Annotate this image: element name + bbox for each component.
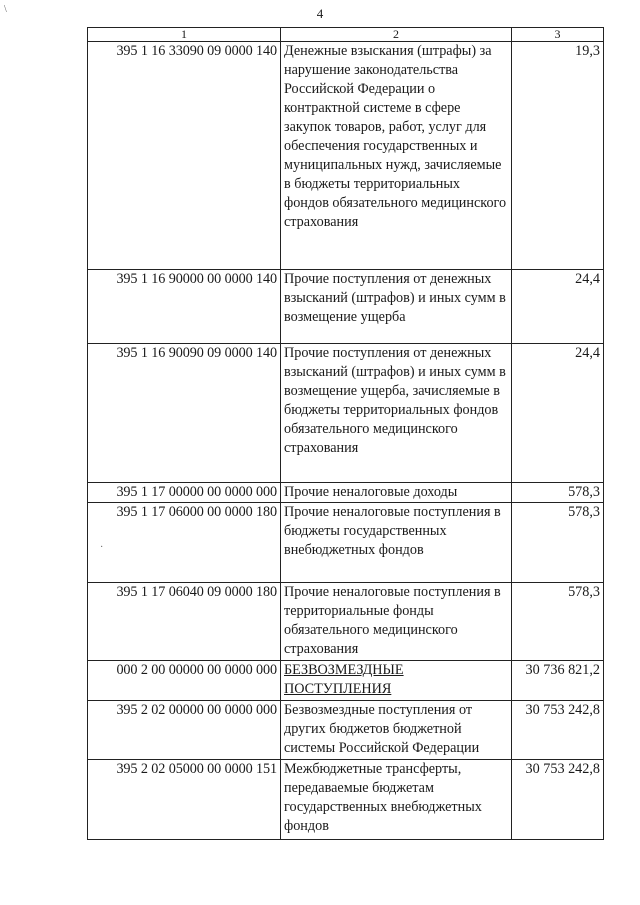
budget-code-cell: 395 2 02 00000 00 0000 000 — [88, 701, 281, 760]
amount-cell: 24,4 — [512, 270, 604, 344]
scan-artifact: · — [100, 542, 104, 553]
header-column-2: 2 — [281, 28, 512, 42]
budget-code-cell: 395 1 17 06040 09 0000 180 — [88, 583, 281, 661]
amount-cell: 578,3 — [512, 583, 604, 661]
revenue-name-cell: Прочие поступления от денежных взысканий (штрафов) и иных сумм в возмещение ущерба — [281, 270, 512, 344]
revenue-name-cell: Прочие неналоговые поступления в бюджеты государственных внебюджетных фондов — [281, 503, 512, 583]
budget-code-cell: 395 1 16 33090 09 0000 140 — [88, 42, 281, 270]
table-row — [88, 760, 604, 840]
revenue-name-cell: Прочие поступления от денежных взысканий (штрафов) и иных сумм в возмещение ущерба, зачисляемые в бюджеты территориальных фондов обязательного медицинского страхования — [281, 344, 512, 483]
revenue-name-cell: Прочие неналоговые поступления в территориальные фонды обязательного медицинского страхования — [281, 583, 512, 661]
page-number: 4 — [316, 6, 324, 21]
budget-code-cell: 395 2 02 05000 00 0000 151 — [88, 760, 281, 840]
table-row — [88, 270, 604, 344]
table-row — [88, 503, 604, 583]
amount-cell: 19,3 — [512, 42, 604, 270]
revenue-name-cell: Межбюджетные трансферты, передаваемые бюджетам государственных внебюджетных фондов — [281, 760, 512, 840]
revenue-name-cell — [281, 661, 512, 701]
budget-code-cell: 000 2 00 00000 00 0000 000 — [88, 661, 281, 701]
amount-cell: 30 736 821,2 — [512, 661, 604, 701]
amount-cell: 578,3 — [512, 483, 604, 503]
header-column-3: 3 — [512, 28, 604, 42]
amount-cell: 30 753 242,8 — [512, 701, 604, 760]
revenue-name-cell: Денежные взыскания (штрафы) за нарушение законодательства Российской Федерации о контрактной системе в сфере закупок товаров, работ, услуг для обеспечения государственных и муниципальных нужд, зачисляемые в бюджеты территориальных фондов обязательного медицинского страхования — [281, 42, 512, 270]
budget-code-cell: 395 1 17 00000 00 0000 000 — [88, 483, 281, 503]
table-row — [88, 42, 604, 270]
amount-cell: 30 753 242,8 — [512, 760, 604, 840]
table-row — [88, 344, 604, 483]
table-row — [88, 701, 604, 760]
revenue-name-cell: Прочие неналоговые доходы — [281, 483, 512, 503]
table-row — [88, 661, 604, 701]
budget-code-cell: 395 1 16 90000 00 0000 140 — [88, 270, 281, 344]
table-row — [88, 483, 604, 503]
amount-cell: 578,3 — [512, 503, 604, 583]
revenue-name-text: БЕЗВОЗМЕЗДНЫЕ ПОСТУПЛЕНИЯ — [284, 662, 404, 697]
amount-cell: 24,4 — [512, 344, 604, 483]
budget-code-cell: 395 1 17 06000 00 0000 180 — [88, 503, 281, 583]
table-header-row — [88, 28, 604, 42]
budget-code-cell: 395 1 16 90090 09 0000 140 — [88, 344, 281, 483]
table-row — [88, 583, 604, 661]
header-column-1: 1 — [88, 28, 281, 42]
revenue-name-cell: Безвозмездные поступления от других бюджетов бюджетной системы Российской Федерации — [281, 701, 512, 760]
scan-artifact: \ — [4, 4, 7, 15]
revenue-table — [87, 27, 604, 840]
